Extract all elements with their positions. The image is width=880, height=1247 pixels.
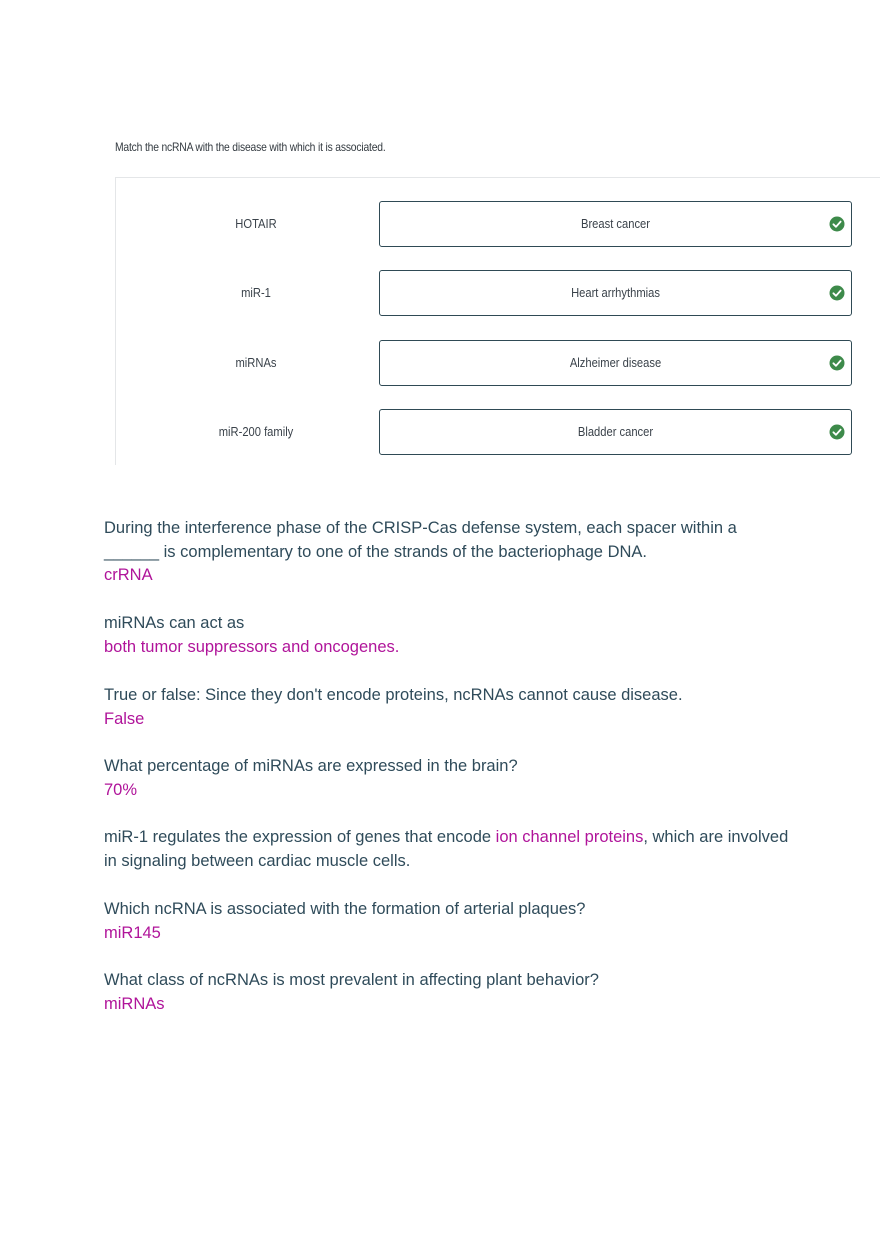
match-row xyxy=(116,340,880,386)
match-answer-box[interactable] xyxy=(379,409,852,455)
check-circle-icon xyxy=(829,424,845,440)
fill-in-statement xyxy=(104,826,794,873)
statement-before: miR-1 regulates the expression of genes that encode xyxy=(104,828,496,846)
match-answer-text: Heart arrhythmias xyxy=(571,285,660,300)
check-circle-icon xyxy=(829,355,845,371)
match-row xyxy=(116,270,880,316)
match-row xyxy=(116,409,880,455)
question-block xyxy=(104,684,794,731)
question-text: miRNAs can act as xyxy=(104,614,245,632)
question-text: True or false: Since they don't encode proteins, ncRNAs cannot cause disease. xyxy=(104,686,683,704)
match-answer-text: Bladder cancer xyxy=(577,424,654,439)
answer-text: 70% xyxy=(104,780,138,799)
question-block xyxy=(104,826,794,873)
match-answer-box[interactable] xyxy=(379,340,852,386)
matching-panel xyxy=(115,177,880,465)
match-answer-box[interactable] xyxy=(379,270,852,316)
question-block xyxy=(104,898,794,945)
question-block xyxy=(104,755,794,802)
match-answer-box[interactable] xyxy=(379,201,852,247)
match-term: miR-200 family xyxy=(218,424,294,439)
inline-answer: ion channel proteins xyxy=(495,828,644,846)
question-text: Which ncRNA is associated with the formation of arterial plaques? xyxy=(104,900,586,918)
question-block xyxy=(104,612,794,659)
question-block xyxy=(104,517,794,588)
match-answer-text: Alzheimer disease xyxy=(569,355,662,370)
answer-text: miR145 xyxy=(104,923,161,942)
check-circle-icon xyxy=(829,216,845,232)
matching-prompt: Match the ncRNA with the disease with which it is associated. xyxy=(115,140,386,154)
match-term: HOTAIR xyxy=(235,216,277,231)
question-block xyxy=(104,969,794,1016)
answer-text: miRNAs xyxy=(104,994,165,1013)
check-circle-icon xyxy=(829,285,845,301)
statement-after: , which are involved in signaling between cardiac muscle cells. xyxy=(104,828,789,870)
match-term: miR-1 xyxy=(241,285,271,300)
answer-text: False xyxy=(104,709,145,728)
question-text: What percentage of miRNAs are expressed in the brain? xyxy=(104,757,518,775)
answer-text: both tumor suppressors and oncogenes. xyxy=(104,637,400,656)
answer-text: crRNA xyxy=(104,566,153,584)
question-text: What class of ncRNAs is most prevalent in affecting plant behavior? xyxy=(104,971,599,989)
match-row xyxy=(116,201,880,247)
match-answer-text: Breast cancer xyxy=(581,216,650,231)
question-text: During the interference phase of the CRISP-Cas defense system, each spacer within a ______ is complementary to one of the strands of the bacteriophage DNA. xyxy=(104,519,737,561)
match-term: miRNAs xyxy=(235,355,277,370)
